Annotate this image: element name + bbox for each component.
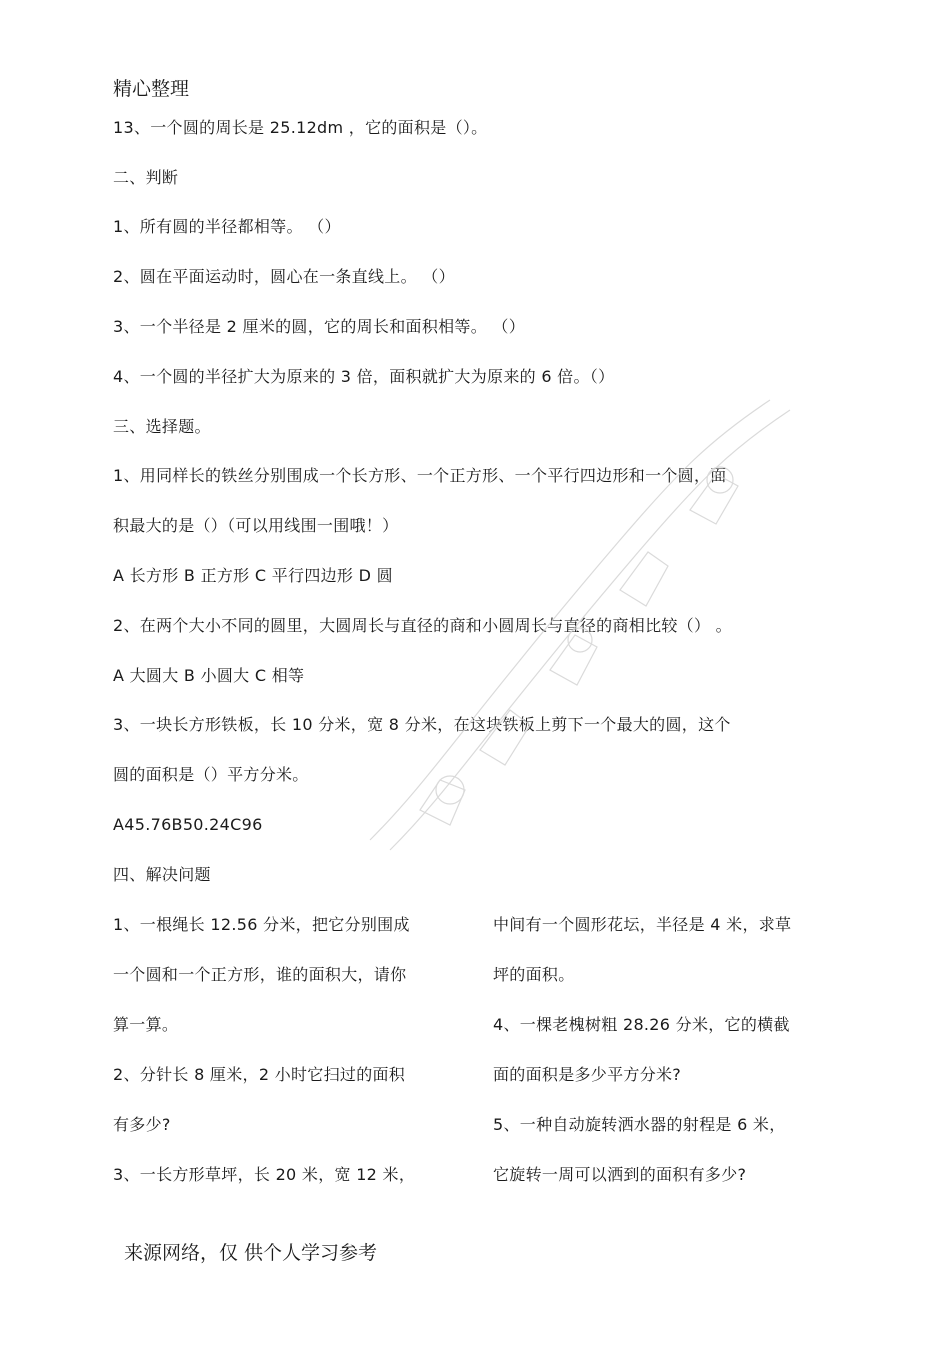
section-heading-choice: 三、选择题。 bbox=[113, 417, 211, 436]
judge-item-4: 4、一个圆的半径扩大为原来的 3 倍，面积就扩大为原来的 6 倍。（） bbox=[113, 367, 615, 386]
page-header-title: 精心整理 bbox=[113, 78, 190, 100]
choice-q3-options: A45.76B50.24C96 bbox=[113, 815, 263, 834]
choice-q3-line1: 3、一块长方形铁板，长 10 分米，宽 8 分米，在这块铁板上剪下一个最大的圆，这个 bbox=[113, 715, 731, 734]
judge-item-1: 1、所有圆的半径都相等。 （） bbox=[113, 217, 341, 236]
footer-source-note: 来源网络，仅 供个人学习参考 bbox=[124, 1242, 378, 1264]
problem-right-line-1: 中间有一个圆形花坛，半径是 4 米，求草 bbox=[493, 915, 792, 934]
problem-right-line-5: 5、一种自动旋转洒水器的射程是 6 米， bbox=[493, 1115, 786, 1134]
judge-item-3: 3、一个半径是 2 厘米的圆，它的周长和面积相等。 （） bbox=[113, 317, 526, 336]
section-heading-judge: 二、判断 bbox=[113, 168, 179, 187]
problem-left-line-5: 有多少? bbox=[113, 1115, 171, 1134]
judge-item-2: 2、圆在平面运动时，圆心在一条直线上。 （） bbox=[113, 267, 455, 286]
choice-q1-options: A 长方形 B 正方形 C 平行四边形 D 圆 bbox=[113, 566, 393, 585]
problem-right-line-3: 4、一棵老槐树粗 28.26 分米，它的横截 bbox=[493, 1015, 790, 1034]
choice-q2-options: A 大圆大 B 小圆大 C 相等 bbox=[113, 666, 305, 685]
problem-left-line-4: 2、分针长 8 厘米，2 小时它扫过的面积 bbox=[113, 1065, 406, 1084]
choice-q1-line2: 积最大的是（）（可以用线围一围哦！） bbox=[113, 516, 399, 535]
problem-right-line-6: 它旋转一周可以洒到的面积有多少? bbox=[493, 1165, 747, 1184]
section-heading-problems: 四、解决问题 bbox=[113, 865, 211, 884]
problem-right-line-2: 坪的面积。 bbox=[493, 965, 575, 984]
choice-q1-line1: 1、用同样长的铁丝分别围成一个长方形、一个正方形、一个平行四边形和一个圆，面 bbox=[113, 466, 727, 485]
question-13: 13、一个圆的周长是 25.12dm ，它的面积是（）。 bbox=[113, 118, 488, 137]
problem-right-line-4: 面的面积是多少平方分米? bbox=[493, 1065, 682, 1084]
choice-q3-line2: 圆的面积是（）平方分米。 bbox=[113, 765, 309, 784]
problem-left-line-1: 1、一根绳长 12.56 分米，把它分别围成 bbox=[113, 915, 410, 934]
problem-left-line-2: 一个圆和一个正方形，谁的面积大，请你 bbox=[113, 965, 407, 984]
problem-left-line-3: 算一算。 bbox=[113, 1015, 179, 1034]
choice-q2-line1: 2、在两个大小不同的圆里，大圆周长与直径的商和小圆周长与直径的商相比较（） 。 bbox=[113, 616, 732, 635]
problem-left-line-6: 3、一长方形草坪，长 20 米，宽 12 米， bbox=[113, 1165, 416, 1184]
